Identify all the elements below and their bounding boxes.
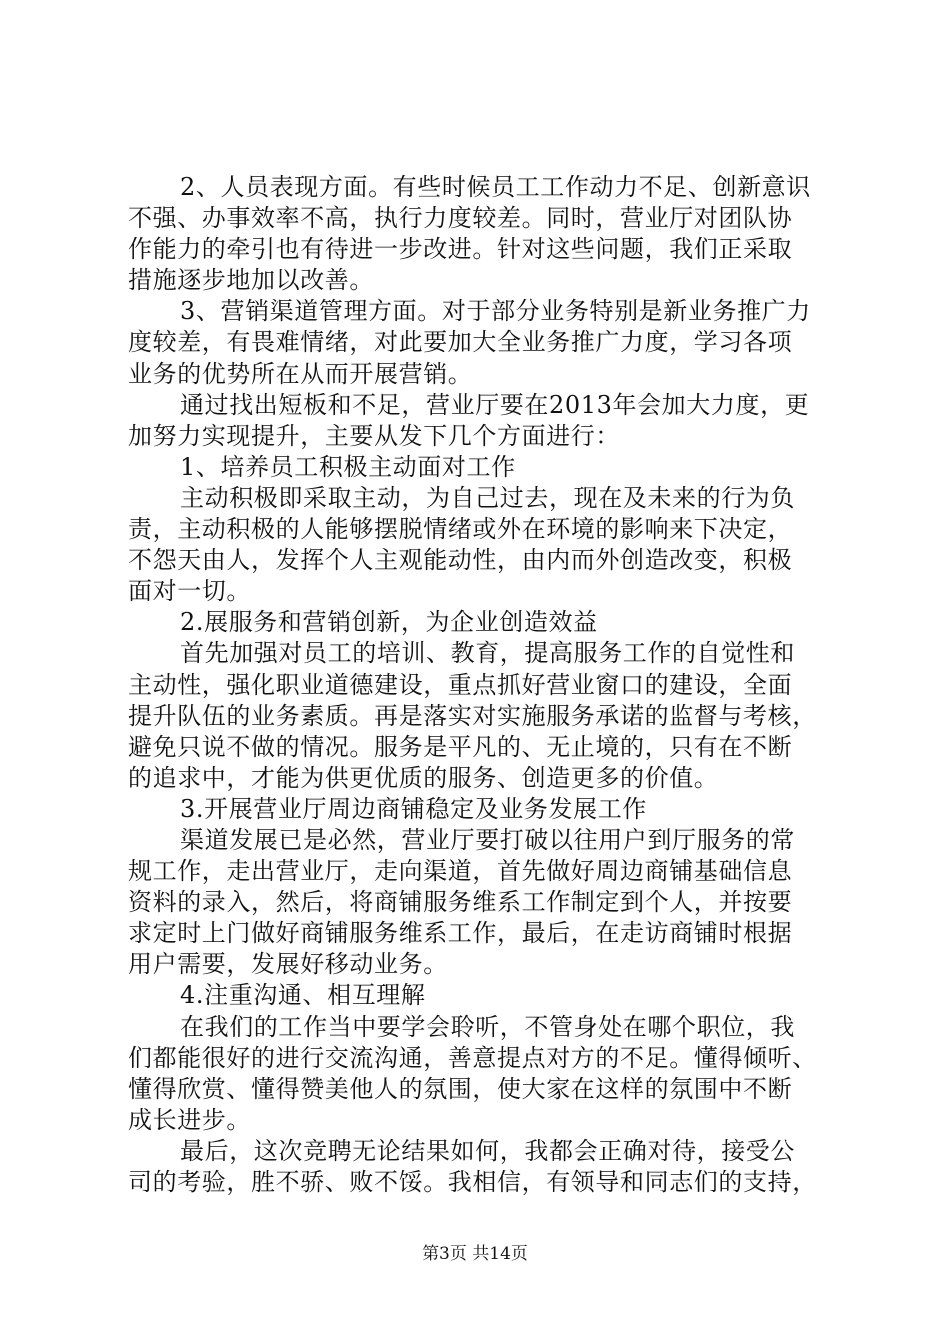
text-line: 作能力的牵引也有待进一步改进。针对这些问题，我们正采取 xyxy=(128,235,793,264)
text-line: 不强、办事效率不高，执行力度较差。同时，营业厅对团队协 xyxy=(128,204,793,233)
text-line: 1、培养员工积极主动面对工作 xyxy=(180,452,516,481)
text-line: 渠道发展已是必然，营业厅要打破以往用户到厅服务的常 xyxy=(180,825,795,854)
text-line: 用户需要，发展好移动业务。 xyxy=(128,950,448,979)
text-line: 3.开展营业厅周边商铺稳定及业务发展工作 xyxy=(180,794,647,823)
text-line: 成长进步。 xyxy=(128,1105,251,1134)
text-line: 业务的优势所在从而开展营销。 xyxy=(128,359,473,388)
text-line: 最后，这次竞聘无论结果如何，我都会正确对待，接受公 xyxy=(180,1136,795,1165)
text-line: 主动性，强化职业道德建设，重点抓好营业窗口的建设，全面 xyxy=(128,670,793,699)
text-line: 措施逐步地加以改善。 xyxy=(128,266,374,295)
text-line: 2、人员表现方面。有些时候员工工作动力不足、创新意识 xyxy=(180,173,811,201)
text-line: 不怨天由人，发挥个人主观能动性，由内而外创造改变，积极 xyxy=(128,546,793,575)
text-line: 们都能很好的进行交流沟通，善意提点对方的不足。懂得倾听、 xyxy=(128,1043,817,1072)
text-line: 提升队伍的业务素质。再是落实对实施服务承诺的监督与考核， xyxy=(128,701,817,730)
text-line: 在我们的工作当中要学会聆听，不管身处在哪个职位，我 xyxy=(180,1012,795,1041)
page-footer: 第3页 共14页 xyxy=(422,1244,528,1264)
text-line: 司的考验，胜不骄、败不馁。我相信，有领导和同志们的支持， xyxy=(128,1168,817,1196)
text-line: 面对一切。 xyxy=(128,577,251,606)
text-line: 懂得欣赏、懂得赞美他人的氛围，使大家在这样的氛围中不断 xyxy=(128,1074,793,1103)
text-line: 责，主动积极的人能够摆脱情绪或外在环境的影响来下决定， xyxy=(128,515,793,544)
text-line: 求定时上门做好商铺服务维系工作，最后，在走访商铺时根据 xyxy=(128,919,793,948)
text-line: 的追求中，才能为供更优质的服务、创造更多的价值。 xyxy=(128,763,719,792)
text-line: 避免只说不做的情况。服务是平凡的、无止境的，只有在不断 xyxy=(128,732,793,761)
text-line: 通过找出短板和不足，营业厅要在2013年会加大力度，更 xyxy=(180,390,810,419)
body-text xyxy=(128,172,828,1198)
text-line: 规工作，走出营业厅，走向渠道，首先做好周边商铺基础信息 xyxy=(128,857,793,886)
text-line: 4.注重沟通、相互理解 xyxy=(180,981,426,1010)
text-line: 3、营销渠道管理方面。对于部分业务特别是新业务推广力 xyxy=(180,297,811,326)
text-line: 主动积极即采取主动，为自己过去，现在及未来的行为负 xyxy=(180,483,795,512)
text-line: 首先加强对员工的培训、教育，提高服务工作的自觉性和 xyxy=(180,639,795,668)
text-line: 2.展服务和营销创新，为企业创造效益 xyxy=(180,608,598,637)
text-line: 度较差，有畏难情绪，对此要加大全业务推广力度，学习各项 xyxy=(128,328,793,357)
text-line: 加努力实现提升，主要从发下几个方面进行： xyxy=(128,421,620,450)
text-line: 资料的录入，然后，将商铺服务维系工作制定到个人，并按要 xyxy=(128,888,793,917)
